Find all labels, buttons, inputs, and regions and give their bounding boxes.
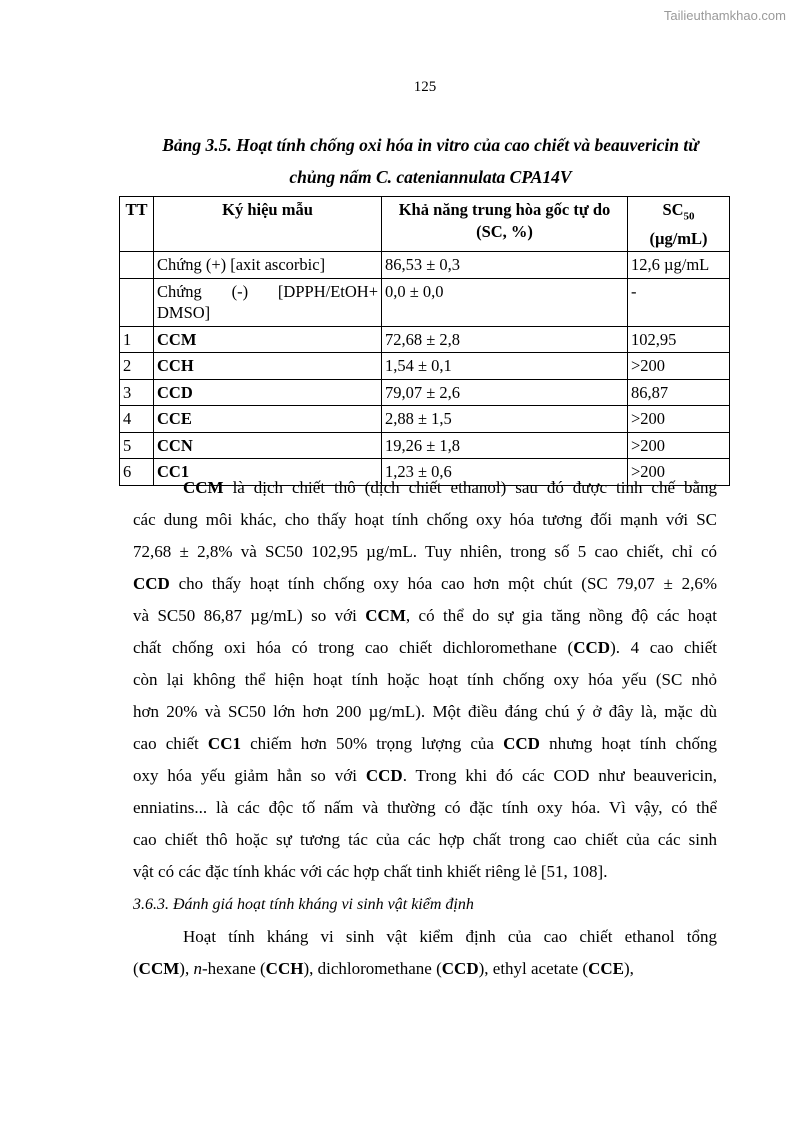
text: oxy hóa yếu giảm hẳn so với — [133, 766, 366, 785]
paragraph-line: hơn 20% và SC50 lớn hơn 200 µg/mL). Một điều đáng chú ý ở đây là, mặc dù — [133, 702, 717, 721]
header-sc50-unit: (µg/mL) — [649, 228, 708, 248]
header-capacity — [382, 197, 628, 252]
text: , có thể do sự gia tăng nồng độ các hoạt — [405, 606, 717, 625]
cell-sc50: >200 — [628, 459, 730, 486]
table-caption-line-1: Bảng 3.5. Hoạt tính chống oxi hóa in vitro của cao chiết và beauvericin từ — [162, 135, 699, 155]
cell-sc50: 12,6 µg/mL — [628, 252, 730, 279]
table-caption-line-2: chủng nấm C. cateniannulata CPA14V — [289, 167, 572, 187]
cell-sample — [154, 278, 382, 326]
cell-sample: CCH — [154, 353, 382, 380]
paragraph-results — [133, 472, 717, 888]
cell-tt: 1 — [120, 326, 154, 353]
table-row-positive-control — [120, 252, 730, 279]
paragraph-line — [133, 600, 717, 632]
text: cho thấy hoạt tính chống oxy hóa cao hơn một chút (SC 79,07 ± 2,6% — [169, 574, 717, 593]
table-row — [120, 379, 730, 406]
paragraph-line: cao chiết thô hoặc sự tương tác của các hợp chất trong cao chiết của các sinh — [133, 830, 717, 849]
paragraph-line: Hoạt tính kháng vi sinh vật kiểm định của cao chiết ethanol tổng — [183, 927, 717, 946]
antioxidant-table — [119, 196, 730, 486]
term: CCE — [588, 959, 625, 978]
cell-sc: 1,23 ± 0,6 — [382, 459, 628, 486]
cell-sc50: >200 — [628, 353, 730, 380]
text: chất chống oxi hóa có trong cao chiết dichloromethane ( — [133, 638, 574, 657]
cell-sample: CCM — [154, 326, 382, 353]
cell-sample-line1: Chứng (-) [DPPH/EtOH+ — [157, 281, 378, 301]
cell-sc: 19,26 ± 1,8 — [382, 432, 628, 459]
cell-tt: 4 — [120, 406, 154, 433]
paragraph-line: còn lại không thể hiện hoạt tính hoặc hoạt tính chống oxy hóa yếu (SC nhỏ — [133, 670, 717, 689]
table-row — [120, 326, 730, 353]
cell-sample: CC1 — [154, 459, 382, 486]
cell-sc50: >200 — [628, 432, 730, 459]
cell-tt — [120, 278, 154, 326]
paragraph-line: các dung môi khác, cho thấy hoạt tính chống oxy hóa tương đối mạnh với SC — [133, 510, 717, 529]
header-sc50-sub: 50 — [683, 210, 695, 223]
cell-sc50: 86,87 — [628, 379, 730, 406]
text: . Trong khi đó các COD như beauvericin, — [402, 766, 717, 785]
header-sc50 — [628, 197, 730, 252]
cell-tt — [120, 252, 154, 279]
text: chiếm hơn 50% trọng lượng của — [240, 734, 504, 753]
header-sample: Ký hiệu mẫu — [154, 197, 382, 252]
term: CCM — [365, 606, 406, 625]
cell-sc50: - — [628, 278, 730, 326]
table-row — [120, 406, 730, 433]
paragraph-line — [133, 760, 717, 792]
text: cao chiết — [133, 734, 208, 753]
cell-sc: 72,68 ± 2,8 — [382, 326, 628, 353]
term: CCD — [441, 959, 479, 978]
cell-sc: 86,53 ± 0,3 — [382, 252, 628, 279]
paragraph-line: enniatins... là các độc tố nấm và thường có đặc tính oxy hóa. Vì vậy, có thể — [133, 798, 717, 817]
text: ), — [179, 959, 194, 978]
cell-sc50: >200 — [628, 406, 730, 433]
paragraph-line: 72,68 ± 2,8% và SC50 102,95 µg/mL. Tuy nhiên, trong số 5 cao chiết, chỉ có — [133, 542, 717, 561]
term: CCD — [503, 734, 540, 753]
cell-sample: Chứng (+) [axit ascorbic] — [154, 252, 382, 279]
table-header-row — [120, 197, 730, 252]
text: và SC50 86,87 µg/mL) so với — [133, 606, 366, 625]
paragraph-antimicrobial — [133, 921, 717, 985]
table-row-negative-control — [120, 278, 730, 326]
cell-sample-line2: DMSO] — [157, 303, 211, 323]
italic-term: n — [193, 959, 202, 978]
cell-sc: 0,0 ± 0,0 — [382, 278, 628, 326]
text: là dịch chiết thô (dịch chiết ethanol) sau đó được tinh chế bằng — [223, 478, 717, 497]
header-sc50-base: SC — [662, 200, 684, 219]
table-row — [120, 432, 730, 459]
cell-tt: 6 — [120, 459, 154, 486]
cell-tt: 2 — [120, 353, 154, 380]
paragraph-line: vật có các đặc tính khác với các hợp chất tinh khiết riêng lẻ [51, 108]. — [133, 862, 608, 881]
page-number: 125 — [413, 79, 437, 95]
text: ), — [624, 959, 634, 978]
cell-tt: 3 — [120, 379, 154, 406]
cell-sc: 2,88 ± 1,5 — [382, 406, 628, 433]
term: CC1 — [207, 734, 241, 753]
text: ). 4 cao chiết — [610, 638, 717, 657]
text: ( — [133, 959, 139, 978]
header-capacity-line2: (SC, %) — [476, 221, 533, 241]
section-title: 3.6.3. Đánh giá hoạt tính kháng vi sinh vật kiểm định — [133, 896, 474, 913]
paragraph-line — [133, 472, 717, 504]
term: CCM — [138, 959, 180, 978]
cell-sc50: 102,95 — [628, 326, 730, 353]
term: CCH — [265, 959, 304, 978]
paragraph-line — [133, 953, 717, 985]
text: ), ethyl acetate ( — [478, 959, 589, 978]
term: CCM — [183, 478, 224, 497]
term: CCD — [573, 638, 611, 657]
watermark: Tailieuthamkhao.com — [663, 8, 786, 23]
term: CCD — [133, 574, 170, 593]
cell-sc: 1,54 ± 0,1 — [382, 353, 628, 380]
cell-tt: 5 — [120, 432, 154, 459]
cell-sc: 79,07 ± 2,6 — [382, 379, 628, 406]
paragraph-line — [133, 632, 717, 664]
table-row — [120, 353, 730, 380]
paragraph-line — [133, 728, 717, 760]
cell-sample: CCD — [154, 379, 382, 406]
cell-sample: CCE — [154, 406, 382, 433]
text: -hexane ( — [201, 959, 266, 978]
paragraph-line — [133, 568, 717, 600]
term: CCD — [365, 766, 403, 785]
cell-sample: CCN — [154, 432, 382, 459]
text: nhưng hoạt tính chống — [539, 734, 717, 753]
header-tt: TT — [120, 197, 154, 252]
text: ), dichloromethane ( — [303, 959, 442, 978]
header-capacity-line1: Khả năng trung hòa gốc tự do — [398, 200, 611, 219]
